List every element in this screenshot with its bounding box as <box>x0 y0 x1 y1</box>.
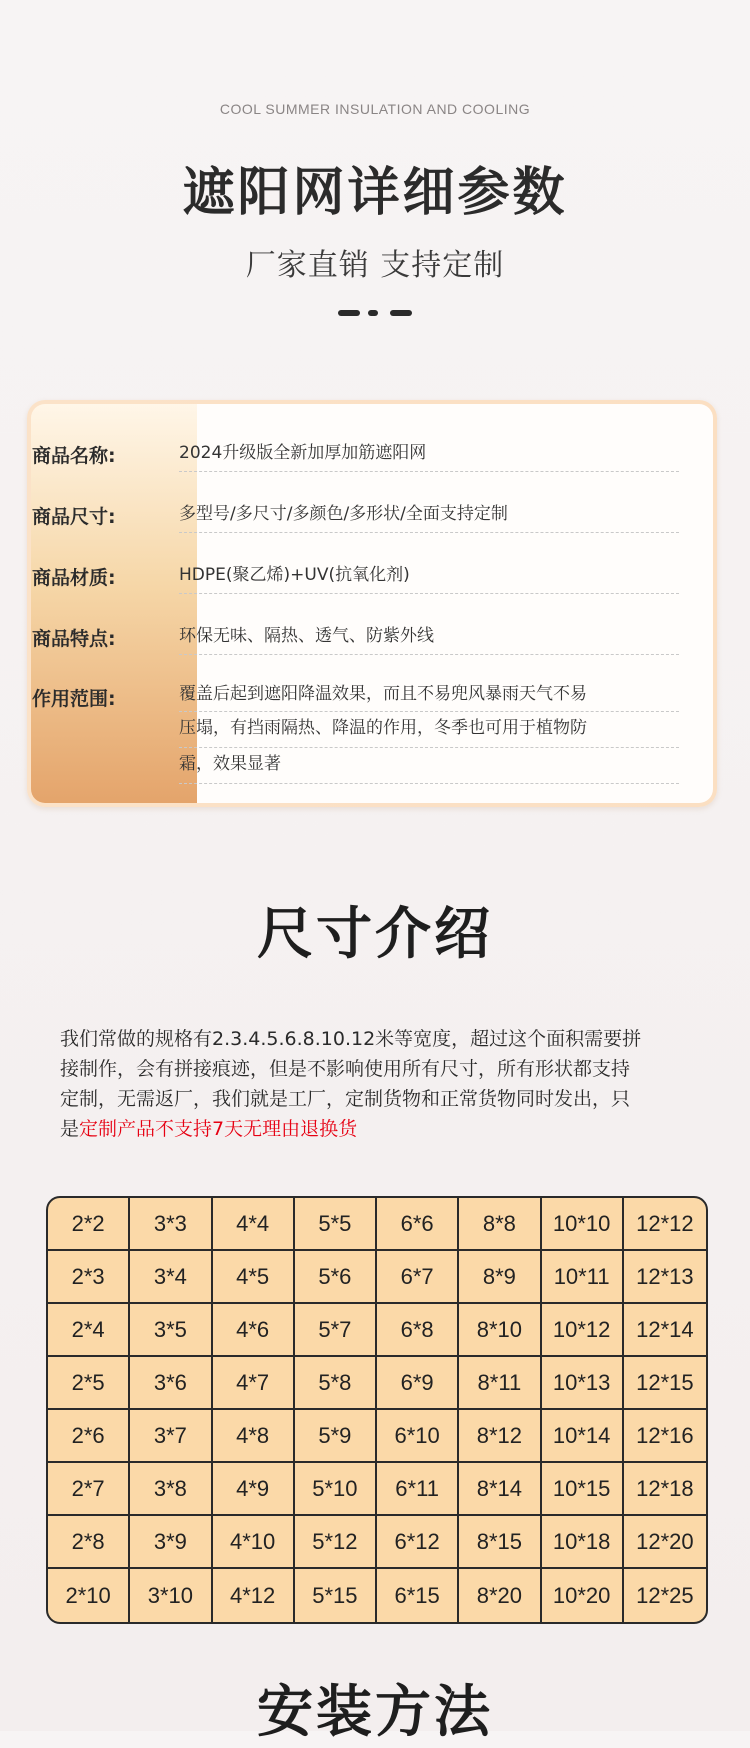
install-section-title: 安装方法 <box>257 1680 493 1745</box>
size-cell: 6*12 <box>377 1516 459 1569</box>
size-cell: 2*6 <box>48 1410 130 1463</box>
size-cell: 10*15 <box>542 1463 624 1516</box>
size-cell: 4*10 <box>213 1516 295 1569</box>
size-cell: 2*2 <box>48 1198 130 1251</box>
no-return-notice: 定制产品不支持7天无理由退换货 <box>79 1118 358 1140</box>
page-title: 遮阳网详细参数 <box>182 163 568 223</box>
size-cell: 4*9 <box>213 1463 295 1516</box>
param-value-name: 2024升级版全新加厚加筋遮阳网 <box>179 443 427 463</box>
size-cell: 10*11 <box>542 1251 624 1304</box>
size-desc-line: 我们常做的规格有2.3.4.5.6.8.10.12米等宽度，超过这个面积需要拼 <box>60 1028 642 1050</box>
size-section-title: 尺寸介绍 <box>257 902 493 967</box>
param-divider <box>179 593 679 594</box>
size-cell: 5*5 <box>295 1198 377 1251</box>
size-cell: 2*8 <box>48 1516 130 1569</box>
size-cell: 10*10 <box>542 1198 624 1251</box>
param-divider <box>179 471 679 472</box>
size-cell: 3*8 <box>130 1463 212 1516</box>
size-cell: 12*20 <box>624 1516 706 1569</box>
size-cell: 5*10 <box>295 1463 377 1516</box>
size-cell: 8*20 <box>459 1569 541 1622</box>
param-label-size: 商品尺寸: <box>32 506 116 528</box>
size-cell: 3*7 <box>130 1410 212 1463</box>
size-cell: 5*12 <box>295 1516 377 1569</box>
size-desc-line <box>60 1114 700 1144</box>
size-cell: 10*20 <box>542 1569 624 1622</box>
size-cell: 12*13 <box>624 1251 706 1304</box>
size-cell: 6*8 <box>377 1304 459 1357</box>
size-cell: 6*9 <box>377 1357 459 1410</box>
size-cell: 8*10 <box>459 1304 541 1357</box>
size-cell: 8*12 <box>459 1410 541 1463</box>
size-cell: 3*9 <box>130 1516 212 1569</box>
size-cell: 12*14 <box>624 1304 706 1357</box>
size-description <box>60 1024 700 1144</box>
size-cell: 8*11 <box>459 1357 541 1410</box>
size-cell: 5*6 <box>295 1251 377 1304</box>
size-cell: 6*7 <box>377 1251 459 1304</box>
size-cell: 5*8 <box>295 1357 377 1410</box>
size-cell: 3*6 <box>130 1357 212 1410</box>
size-cell: 4*8 <box>213 1410 295 1463</box>
size-cell: 5*15 <box>295 1569 377 1622</box>
param-value-features: 环保无味、隔热、透气、防紫外线 <box>179 626 434 646</box>
size-cell: 10*13 <box>542 1357 624 1410</box>
param-divider <box>179 783 679 784</box>
size-table <box>46 1196 708 1624</box>
size-desc-line: 接制作，会有拼接痕迹，但是不影响使用所有尺寸，所有形状都支持 <box>60 1058 631 1080</box>
size-cell: 2*4 <box>48 1304 130 1357</box>
param-label-material: 商品材质: <box>32 567 116 589</box>
param-value-size: 多型号/多尺寸/多颜色/多形状/全面支持定制 <box>179 504 508 524</box>
page-subtitle: 厂家直销 支持定制 <box>245 248 505 283</box>
size-cell: 4*4 <box>213 1198 295 1251</box>
size-cell: 8*15 <box>459 1516 541 1569</box>
size-cell: 12*18 <box>624 1463 706 1516</box>
size-cell: 6*10 <box>377 1410 459 1463</box>
size-cell: 10*18 <box>542 1516 624 1569</box>
param-label-usage: 作用范围: <box>32 688 116 710</box>
param-divider <box>179 654 679 655</box>
param-value-usage-line3: 霜，效果显著 <box>179 754 281 774</box>
param-value-material: HDPE(聚乙烯)+UV(抗氧化剂) <box>179 565 410 585</box>
size-cell: 4*5 <box>213 1251 295 1304</box>
size-cell: 3*4 <box>130 1251 212 1304</box>
size-cell: 12*25 <box>636 1582 694 1608</box>
size-cell: 12*12 <box>624 1198 706 1251</box>
dash-divider <box>338 310 412 318</box>
size-cell: 6*15 <box>377 1569 459 1622</box>
size-cell: 8*8 <box>459 1198 541 1251</box>
size-cell: 3*10 <box>130 1569 212 1622</box>
size-cell: 6*11 <box>377 1463 459 1516</box>
size-cell: 8*14 <box>459 1463 541 1516</box>
size-cell: 2*10 <box>48 1569 130 1622</box>
size-desc-prefix: 是 <box>60 1118 80 1140</box>
size-cell: 3*3 <box>130 1198 212 1251</box>
size-cell: 4*6 <box>213 1304 295 1357</box>
size-cell: 8*9 <box>459 1251 541 1304</box>
size-cell: 3*5 <box>130 1304 212 1357</box>
size-desc-line: 定制，无需返厂，我们就是工厂，定制货物和正常货物同时发出，只 <box>60 1088 631 1110</box>
size-cell: 12*15 <box>624 1357 706 1410</box>
size-cell: 10*12 <box>542 1304 624 1357</box>
english-subtitle: COOL SUMMER INSULATION AND COOLING <box>219 101 531 117</box>
param-value-usage-line1: 覆盖后起到遮阳降温效果，而且不易兜风暴雨天气不易 <box>179 684 587 704</box>
size-cell: 4*7 <box>213 1357 295 1410</box>
param-value-usage-line2: 压塌，有挡雨隔热、降温的作用，冬季也可用于植物防 <box>179 718 587 738</box>
size-cell: 4*12 <box>213 1569 295 1622</box>
param-label-name: 商品名称: <box>32 445 116 467</box>
size-cell: 5*7 <box>295 1304 377 1357</box>
size-cell: 2*3 <box>48 1251 130 1304</box>
size-cell: 12*16 <box>624 1410 706 1463</box>
param-divider <box>179 532 679 533</box>
size-cell: 2*5 <box>48 1357 130 1410</box>
size-cell: 10*14 <box>542 1410 624 1463</box>
size-cell: 6*6 <box>377 1198 459 1251</box>
size-cell: 5*9 <box>295 1410 377 1463</box>
param-label-features: 商品特点: <box>32 628 116 650</box>
size-cell: 2*7 <box>48 1463 130 1516</box>
